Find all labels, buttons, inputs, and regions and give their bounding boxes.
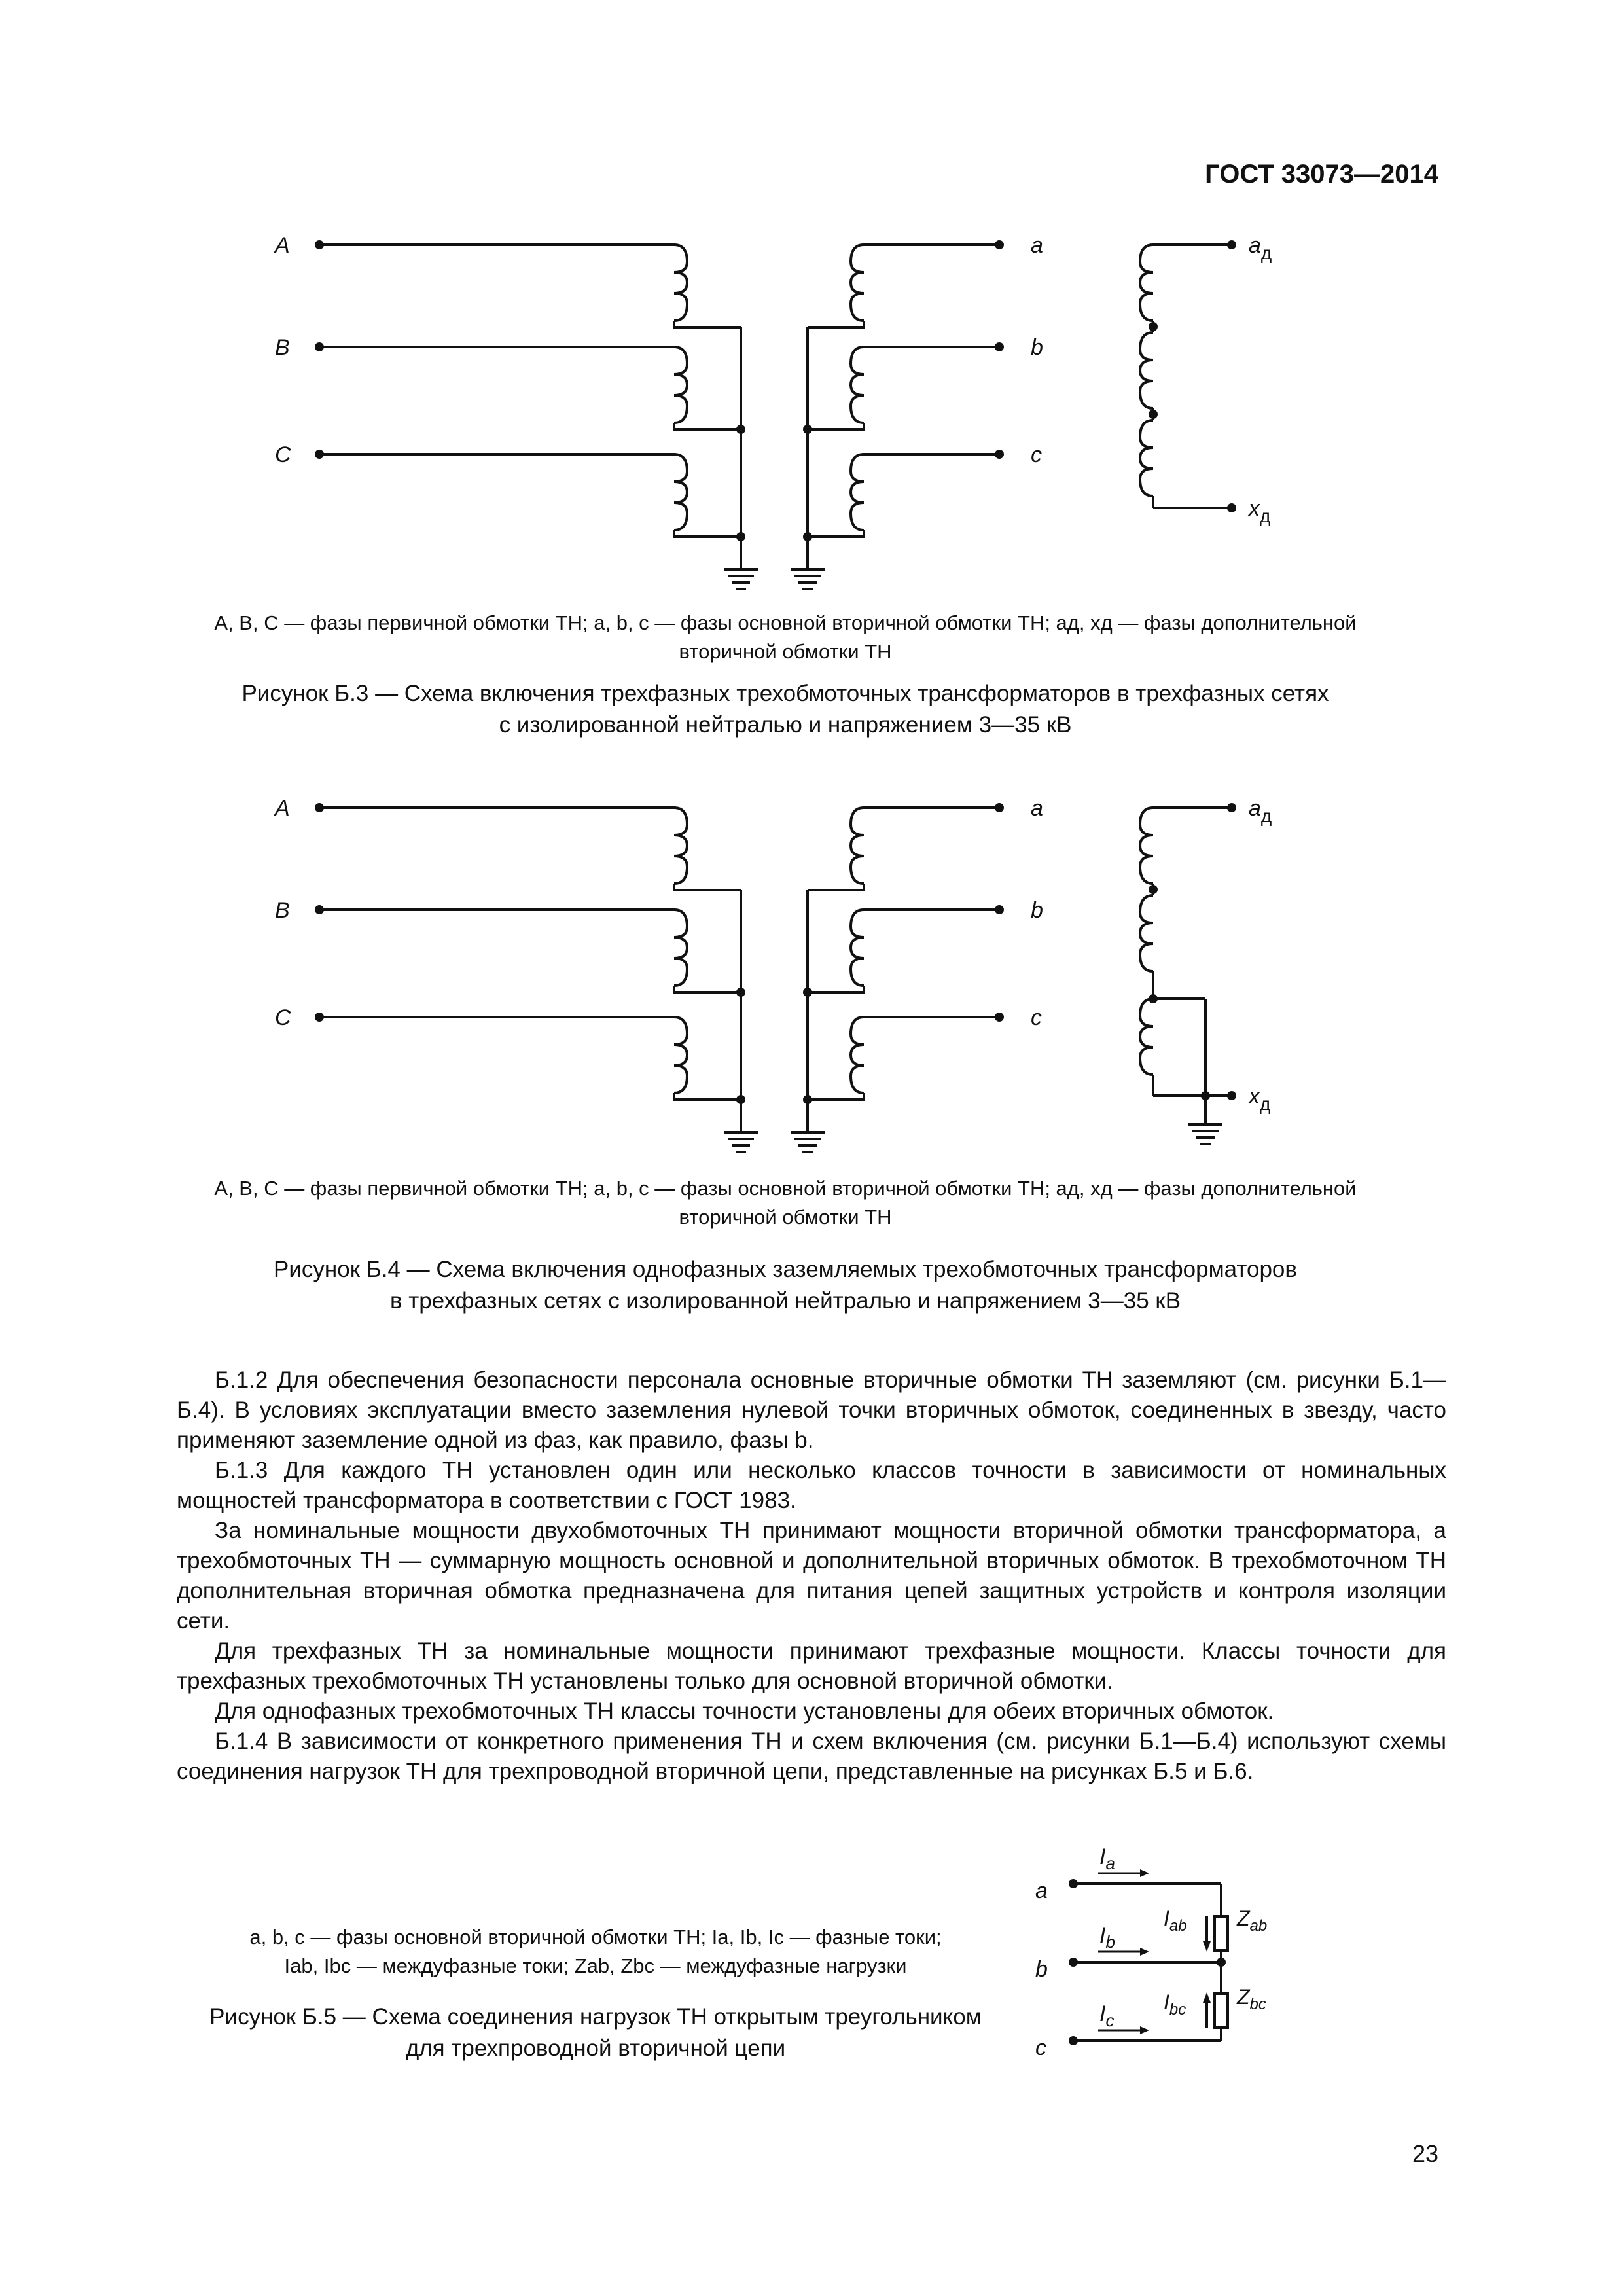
figure-b5-diagram: [1021, 1833, 1322, 2055]
figure-b3-caption-line2: с изолированной нейтралью и напряжением 3—35 кВ: [499, 712, 1072, 738]
figure-b5-caption-line1: Рисунок Б.5 — Схема соединения нагрузок ТН открытым треугольником: [209, 2004, 982, 2030]
label-Ia: $I_a$: [1099, 1844, 1115, 1873]
paragraph-b12: Б.1.2 Для обеспечения безопасности персонала основные вторичные обмотки ТН заземляют (см. рисунки Б.1—Б.4). В условиях эксплуатации вместо заземления нулевой точки вторичных обмоток, соединенных в звезду, часто применяют заземление одной из фаз, как правило, фазы b.: [177, 1367, 1446, 1453]
figure-b3-diagram: [0, 216, 1623, 602]
paragraph-single-phase: Для однофазных трехобмоточных ТН классы точности установлены для обеих вторичных обмоток.: [215, 1698, 1274, 1724]
figure-b3-legend-line2: вторичной обмотки ТН: [679, 640, 892, 663]
label-phase-xd: $x_д$: [1249, 496, 1271, 526]
figure-b4-legend-line2: вторичной обмотки ТН: [679, 1206, 892, 1229]
label-Ic: $I_c$: [1099, 2001, 1115, 2030]
label-b5-c: c: [1035, 2036, 1046, 2055]
label-Iab: $I_{ab}$: [1164, 1907, 1187, 1935]
body-text: [177, 1365, 1446, 1787]
label-b5-a: a: [1035, 1878, 1048, 1903]
label-b5-b: b: [1035, 1957, 1048, 1982]
paragraph-three-phase: Для трехфазных ТН за номинальные мощности принимают трехфазные мощности. Классы точности для трехфазных трехобмоточных ТН установлены только для основной вторичной обмотки.: [177, 1638, 1446, 1694]
figure-b3-caption-line1: Рисунок Б.3 — Схема включения трехфазных трехобмоточных трансформаторов в трехфазных сетях: [241, 681, 1329, 706]
paragraph-b13: Б.1.3 Для каждого ТН установлен один или несколько классов точности в зависимости от номинальных мощностей трансформатора в соответствии с ГОСТ 1983.: [177, 1458, 1446, 1513]
label-phase-b: b: [1031, 335, 1043, 360]
label-Ibc: $I_{bc}$: [1164, 1990, 1186, 2018]
figure-b4-caption: [131, 1254, 1440, 1317]
label-Zab: $Z_{ab}$: [1237, 1907, 1268, 1935]
label-phase-C: C: [275, 442, 291, 467]
label-phase-B: B: [275, 335, 290, 360]
figure-b5-legend-line2: Iab, Ibc — междуфазные токи; Zab, Zbc — междуфазные нагрузки: [284, 1954, 907, 1977]
label-phase-A: A: [275, 233, 290, 258]
figure-b3-caption: [131, 678, 1440, 741]
figure-b4-legend: [131, 1174, 1440, 1232]
paragraph-b14: Б.1.4 В зависимости от конкретного применения ТН и схем включения (см. рисунки Б.1—Б.4) используют схемы соединения нагрузок ТН для трехпроводной вторичной цепи, представленные на рисунках Б.5 и Б.6.: [177, 1729, 1446, 1784]
label-phase-A: A: [275, 796, 290, 821]
figure-b4-legend-line1: A, B, C — фазы первичной обмотки ТН; a, b, c — фазы основной вторичной обмотки ТН; aд, xд — фазы дополнительной: [214, 1177, 1357, 1200]
figure-b3-legend: [131, 609, 1440, 666]
page-number: 23: [1412, 2140, 1438, 2167]
label-phase-B: B: [275, 898, 290, 923]
document-standard-number: ГОСТ 33073—2014: [1205, 160, 1438, 188]
figure-b3-legend-line1: A, B, C — фазы первичной обмотки ТН; a, b, c — фазы основной вторичной обмотки ТН; aд, xд — фазы дополнительной: [214, 611, 1357, 634]
label-phase-ad: $a_д$: [1249, 233, 1272, 263]
label-phase-a: a: [1031, 233, 1043, 258]
figure-b5-text: [144, 1923, 1047, 2064]
label-phase-ad: $a_д$: [1249, 796, 1272, 826]
label-phase-c: c: [1031, 1005, 1042, 1030]
label-phase-a: a: [1031, 796, 1043, 821]
figure-b5-legend-line1: a, b, c — фазы основной вторичной обмотки ТН; Ia, Ib, Ic — фазные токи;: [249, 1926, 942, 1948]
label-Zbc: $Z_{bc}$: [1237, 1985, 1266, 2013]
figure-b5-caption: [144, 2001, 1047, 2064]
figure-b5-caption-line2: для трехпроводной вторичной цепи: [405, 2036, 786, 2061]
label-phase-c: c: [1031, 442, 1042, 467]
label-Ib: $I_b$: [1099, 1923, 1115, 1952]
label-phase-C: C: [275, 1005, 291, 1030]
label-phase-b: b: [1031, 898, 1043, 923]
paragraph-nominal-power: За номинальные мощности двухобмоточных ТН принимают мощности вторичной обмотки трансформатора, а трехобмоточных ТН — суммарную мощность основной и дополнительной вторичных обмоток. В трехобмоточном ТН дополнительная вторичная обмотка предназначена для питания цепей защитных устройств и контроля изоляции сети.: [177, 1518, 1446, 1634]
figure-b4-caption-line1: Рисунок Б.4 — Схема включения однофазных заземляемых трехобмоточных трансформаторов: [274, 1257, 1297, 1282]
figure-b5-legend: [144, 1923, 1047, 1981]
figure-b4-caption-line2: в трехфазных сетях с изолированной нейтралью и напряжением 3—35 кВ: [389, 1288, 1181, 1314]
figure-b4-diagram: [0, 779, 1623, 1165]
label-phase-xd: $x_д$: [1249, 1084, 1271, 1114]
